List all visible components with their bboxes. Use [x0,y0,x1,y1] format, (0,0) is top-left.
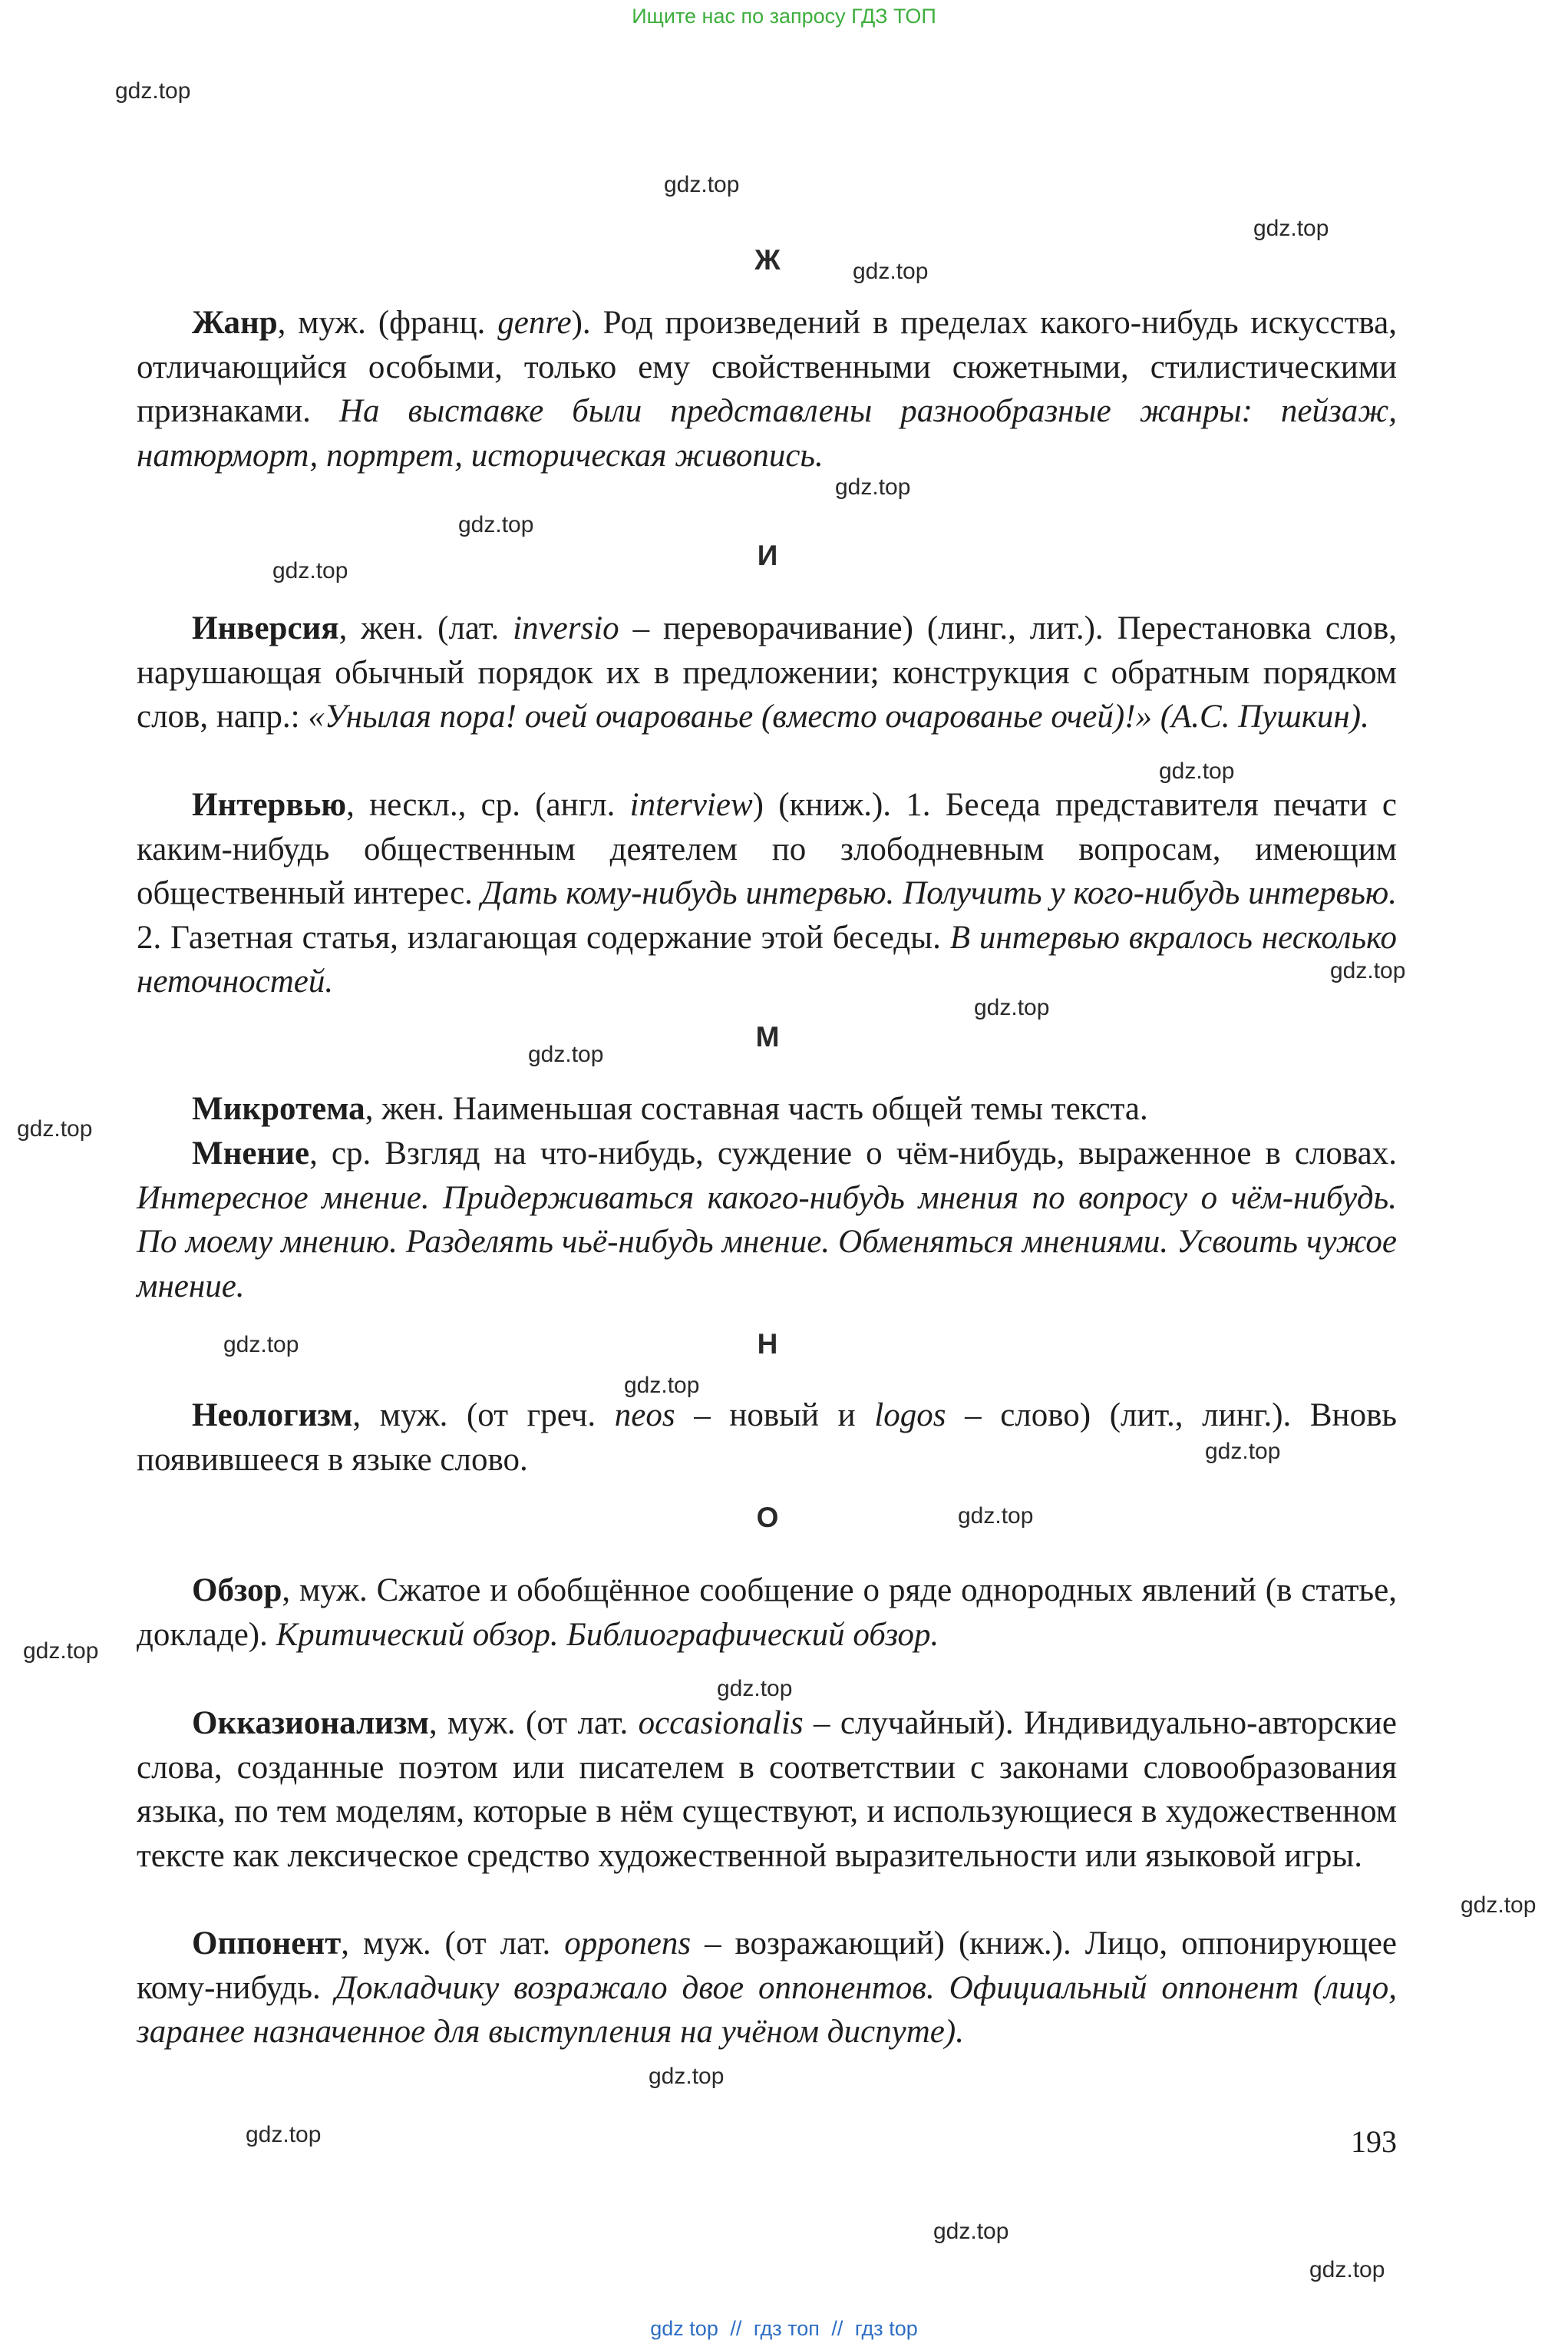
watermark: gdz.top [624,1373,700,1398]
watermark: gdz.top [246,2122,322,2147]
entry-term: Жанр [192,305,278,341]
watermark: gdz.top [974,995,1050,1020]
entry-term: Окказионализм [192,1705,429,1741]
watermark: gdz.top [1159,759,1235,784]
entry-intervyu: Интервью, нескл., ср. (англ. interview) (книж.). 1. Беседа представителя печати с каким-нибудь общественным деятелем по злободневным вопросам, имеющим общественный интерес. Дать кому-нибудь интервью. Получить у кого-нибудь интервью. 2. Газетная статья, излагающая содержание этой беседы. В интервью вкралось несколько неточностей. [137,787,1398,1000]
watermark: gdz.top [1309,2257,1385,2282]
page-number: 193 [1351,2124,1397,2159]
section-letter: И [757,540,778,571]
watermark: gdz.top [1330,958,1406,983]
watermark: gdz.top [958,1503,1034,1529]
entry-term: Обзор [192,1572,282,1608]
section-letter: М [755,1021,780,1053]
watermark: gdz.top [1461,1892,1537,1918]
footer-link[interactable]: gdz top [650,2317,718,2340]
watermark: gdz.top [649,2064,725,2089]
entry-obzor: Обзор, муж. Сжатое и обобщённое сообщение о ряде однородных явлений (в статье, докладе). Критический обзор. Библиографический обзор. [137,1572,1397,1653]
watermark: gdz.top [853,259,929,284]
watermark: gdz.top [664,172,740,197]
top-banner[interactable]: Ищите нас по запросу ГДЗ ТОП [632,5,936,28]
watermark: gdz.top [1253,216,1329,241]
entry-example: Докладчику возражало двое оппонентов. Официальный оппонент (лицо, заранее назначенное для выступления на учёном диспуте). [137,1969,1397,2050]
footer-link[interactable]: гдз top [854,2317,918,2340]
entry-neologizm: Неологизм, муж. (от греч. neos – новый и logos – слово) (лит., линг.). Вновь появившееся в языке слово. [137,1397,1397,1478]
entry-term: Неологизм [192,1397,353,1433]
entry-term: Мнение [192,1135,310,1172]
entry-term: Оппонент [192,1925,342,1962]
watermark: gdz.top [835,474,911,500]
entry-term: Инверсия [192,610,339,646]
entry-zhanr: Жанр, муж. (франц. genre). Род произведений в пределах какого-нибудь искусства, отличающийся особыми, только ему свойственными сюжетными, стилистическими признаками. На выставке были представлены разнообразные жанры: пейзаж, натюрморт, портрет, историческая живопись. [137,305,1398,474]
watermark: gdz.top [115,78,191,104]
entry-example: «Унылая пора! очей очарованье (вместо очарованье очей)!» (А.С. Пушкин). [308,699,1369,735]
watermark: gdz.top [458,512,534,537]
watermark: gdz.top [223,1332,299,1357]
entry-mikrotema: Микротема, жен. Наименьшая составная часть общей темы текста. [192,1091,1148,1127]
entry-term: Микротема [192,1091,365,1127]
footer-link[interactable]: гдз топ [753,2317,820,2340]
section-letter: О [756,1502,779,1533]
watermark: gdz.top [1205,1439,1281,1464]
entry-mnenie: Мнение, ср. Взгляд на что-нибудь, суждение о чём-нибудь, выраженное в словах. Интересное мнение. Придерживаться какого-нибудь мнения по вопросу о чём-нибудь. По моему мнению. Разделять чьё-нибудь мнение. Обменяться мнениями. Усвоить чужое мнение. [137,1135,1397,1304]
entry-example: Критический обзор. Библиографический обзор. [276,1616,939,1653]
watermark: gdz.top [933,2219,1009,2244]
entry-opponent: Оппонент, муж. (от лат. opponens – возражающий) (книж.). Лицо, оппонирующее кому-нибудь. Докладчику возражало двое оппонентов. Официальный оппонент (лицо, заранее назначенное для выступления на учёном диспуте). [137,1925,1397,2050]
entry-example: Интересное мнение. Придерживаться какого-нибудь мнения по вопросу о чём-нибудь. По моему мнению. Разделять чьё-нибудь мнение. Обменяться мнениями. Усвоить чужое мнение. [137,1179,1397,1304]
entry-term: Интервью [192,787,347,823]
section-letter: Ж [754,244,781,276]
section-letter: Н [757,1328,778,1360]
footer-links [0,2319,1568,2339]
entry-example: На выставке были представлены разнообразные жанры: пейзаж, натюрморт, портрет, историческая живопись. [137,393,1398,474]
watermark: gdz.top [17,1116,93,1142]
watermark: gdz.top [23,1638,99,1664]
watermark: gdz.top [717,1676,793,1701]
footer-separator: // [730,2317,742,2340]
footer-separator: // [831,2317,843,2340]
entry-inversiya: Инверсия, жен. (лат. inversio – переворачивание) (линг., лит.). Перестановка слов, нарушающая обычный порядок их в предложении; конструкция с обратным порядком слов, напр.: «Унылая пора! очей очарованье (вместо очарованье очей)!» (А.С. Пушкин). [137,610,1397,735]
entry-example: В интервью вкралось несколько неточностей. [137,919,1397,1000]
watermark: gdz.top [272,558,348,583]
entry-okkazionalizm: Окказионализм, муж. (от лат. occasionalis – случайный). Индивидуально-авторские слова, созданные поэтом или писателем в соответствии с законами словообразования языка, по тем моделям, которые в нём существуют, и использующиеся в художественном тексте как лексическое средство художественной выразительности или языковой игры. [137,1705,1398,1874]
watermark: gdz.top [528,1042,604,1067]
entry-example: Дать кому-нибудь интервью. Получить у кого-нибудь интервью. [480,875,1397,911]
